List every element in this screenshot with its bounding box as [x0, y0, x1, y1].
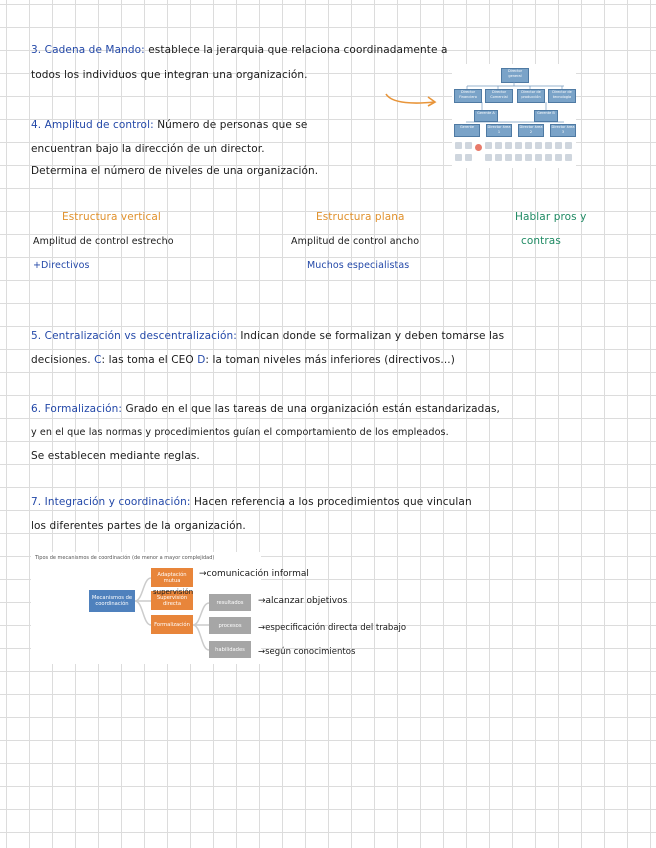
- org-dot: [505, 154, 512, 161]
- org-box-l4-1: Gerente: [454, 124, 480, 137]
- arrow-icon: [382, 88, 440, 110]
- org-dot: [565, 154, 572, 161]
- section-5-line-1: [31, 330, 504, 342]
- section-7-line-2: los diferentes partes de la organización.: [31, 520, 246, 532]
- vertical-structure-line-1: Amplitud de control estrecho: [33, 236, 174, 247]
- org-dot: [495, 154, 502, 161]
- org-dot-highlight: [475, 144, 482, 151]
- annotation-objetivos: →alcanzar objetivos: [258, 596, 348, 606]
- org-chart-image: [452, 64, 576, 168]
- org-dot: [525, 154, 532, 161]
- org-dot: [555, 154, 562, 161]
- annotation-comunicacion: →comunicación informal: [199, 569, 309, 579]
- org-dot: [505, 142, 512, 149]
- vertical-structure-line-2: +Directivos: [33, 260, 90, 271]
- note-line-1: Hablar pros y: [515, 211, 587, 223]
- section-5-text-1: Indican donde se formalizan y deben tomarse las: [236, 330, 505, 342]
- flat-structure-line-2: Muchos especialistas: [307, 260, 410, 271]
- org-dot: [515, 142, 522, 149]
- org-box-l4-4: Director área 3: [550, 124, 576, 137]
- coord-procesos-box: procesos: [209, 617, 251, 634]
- coordination-diagram-title: Tipos de mecanismos de coordinación (de menor a mayor complejidad): [35, 555, 215, 561]
- section-7-text-1: Hacen referencia a los procedimientos que vinculan: [190, 496, 472, 508]
- section-7-title: 7. Integración y coordinación:: [31, 496, 191, 508]
- org-dot: [455, 142, 462, 149]
- note-line-2: contras: [521, 235, 561, 247]
- section-6-line-1: [31, 403, 500, 415]
- section-6-line-2: y en el que las normas y procedimientos guían el comportamiento de los empleados.: [31, 427, 449, 438]
- annotation-supervision: supervisión: [153, 588, 194, 596]
- section-5-text-2e: : la toman niveles más inferiores (directivos...): [205, 354, 455, 366]
- section-3-line-2: todos los individuos que integran una organización.: [31, 69, 308, 81]
- section-3-title: 3. Cadena de Mando:: [31, 44, 145, 56]
- org-box-l3-1: Gerente A: [474, 110, 498, 122]
- org-box-top: Director general: [501, 68, 529, 83]
- section-5-title: 5. Centralización vs descentralización:: [31, 330, 237, 342]
- section-4-text-1: Número de personas que se: [153, 119, 308, 131]
- org-dot: [495, 142, 502, 149]
- org-dot: [515, 154, 522, 161]
- org-box-l2-3: Director de producción: [517, 89, 545, 103]
- section-6-text-1: Grado en el que las tareas de una organización están estandarizadas,: [122, 403, 500, 415]
- coord-supervision-box: Supervisión directa: [151, 591, 193, 610]
- org-dot: [555, 142, 562, 149]
- org-dot: [545, 142, 552, 149]
- section-4-line-2: encuentran bajo la dirección de un director.: [31, 143, 265, 155]
- org-dot: [565, 142, 572, 149]
- section-6-title: 6. Formalización:: [31, 403, 123, 415]
- section-5-text-2a: decisiones.: [31, 354, 95, 366]
- flat-structure-title: Estructura plana: [316, 211, 405, 223]
- flat-structure-line-1: Amplitud de control ancho: [291, 236, 420, 247]
- coord-resultados-box: resultados: [209, 594, 251, 611]
- org-box-l3-2: Gerente B: [534, 110, 558, 122]
- org-dot: [455, 154, 462, 161]
- section-3-text-1: establece la jerarquia que relaciona coordinadamente a: [144, 44, 448, 56]
- coord-adaptacion-box: Adaptación mutua: [151, 568, 193, 587]
- coord-root-box: Mecanismos de coordinación: [89, 590, 135, 612]
- section-5-text-2b: : las toma el CEO: [101, 354, 198, 366]
- org-box-l2-1: Director Financiero: [454, 89, 482, 103]
- section-4-line-1: [31, 119, 307, 131]
- org-dot: [525, 142, 532, 149]
- org-dot: [545, 154, 552, 161]
- annotation-habilidades: →según conocimientos: [258, 647, 356, 657]
- section-5-c-label: C: [94, 354, 102, 366]
- org-box-l2-2: Director Comercial: [485, 89, 513, 103]
- org-dot: [465, 154, 472, 161]
- coord-formalizacion-box: Formalización: [151, 615, 193, 634]
- org-box-l4-3: Director área 2: [518, 124, 544, 137]
- annotation-procesos: →especificación directa del trabajo: [258, 623, 407, 633]
- org-dot: [465, 142, 472, 149]
- org-box-l2-4: Director de tecnología: [548, 89, 576, 103]
- section-5-d-label: D: [197, 354, 206, 366]
- org-box-l4-2: Director área 1: [486, 124, 512, 137]
- org-dot: [485, 142, 492, 149]
- coord-habilidades-box: habilidades: [209, 641, 251, 658]
- section-7-line-1: [31, 496, 472, 508]
- vertical-structure-title: Estructura vertical: [62, 211, 161, 223]
- section-5-line-2: [31, 354, 455, 366]
- section-4-title: 4. Amplitud de control:: [31, 119, 154, 131]
- org-dot: [535, 142, 542, 149]
- section-6-line-3: Se establecen mediante reglas.: [31, 450, 200, 462]
- org-dot: [485, 154, 492, 161]
- section-4-line-3: Determina el número de niveles de una organización.: [31, 165, 319, 177]
- org-dot: [535, 154, 542, 161]
- section-3-line-1: [31, 44, 447, 56]
